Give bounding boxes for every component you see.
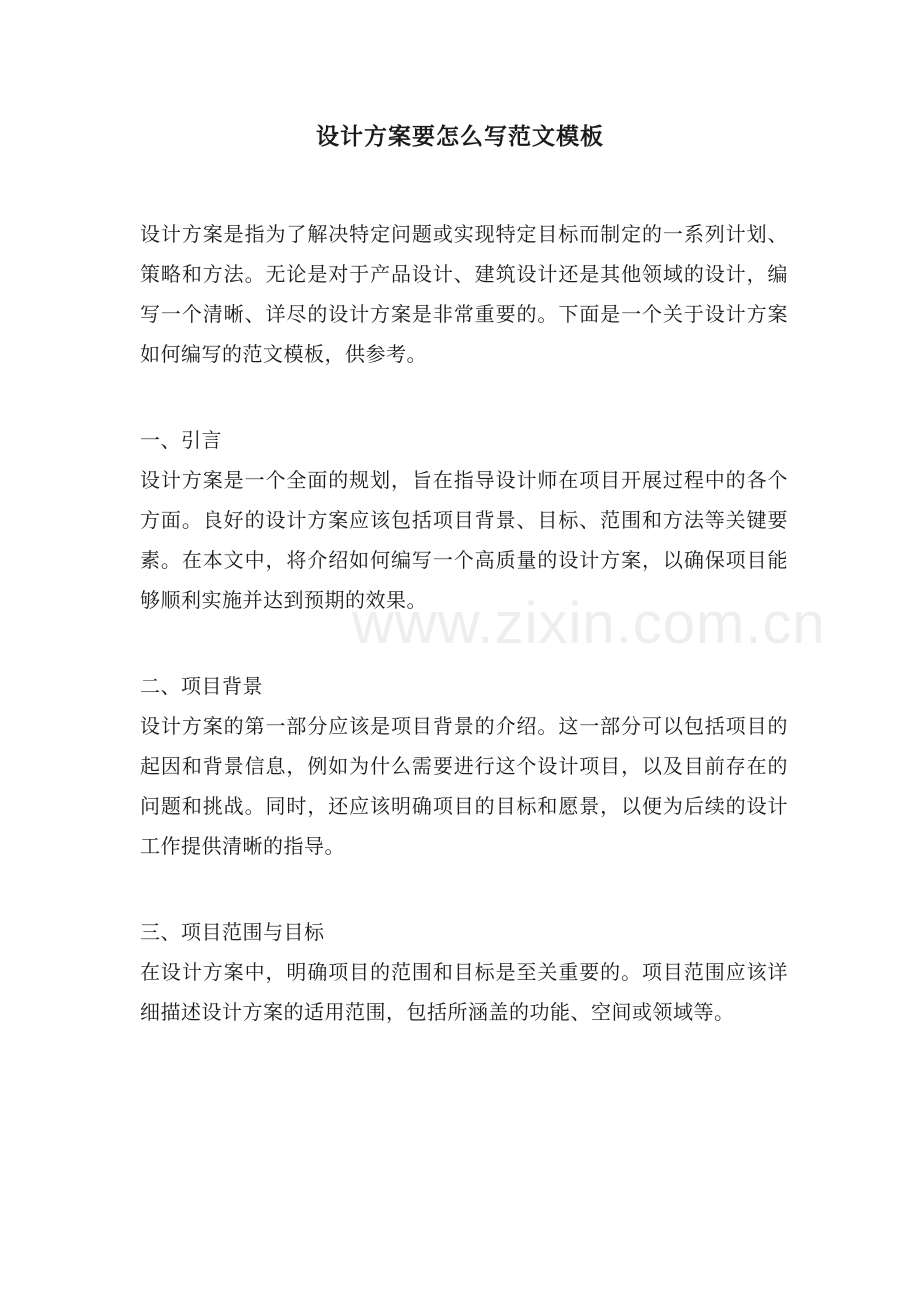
document-title: 设计方案要怎么写范文模板 — [316, 123, 604, 150]
section-paragraph: 在设计方案中，明确项目的范围和目标是至关重要的。项目范围应该详细描述设计方案的适用范围，包括所涵盖的功能、空间或领域等。 — [140, 960, 788, 1024]
section-heading: 二、项目背景 — [140, 674, 263, 698]
section-heading: 一、引言 — [140, 428, 222, 452]
section-scope-goals — [140, 912, 788, 1032]
section-paragraph: 设计方案的第一部分应该是项目背景的介绍。这一部分可以包括项目的起因和背景信息，例如为什么需要进行这个设计项目，以及目前存在的问题和挑战。同时，还应该明确项目的目标和愿景，以便为后续的设计工作提供清晰的指导。 — [140, 714, 788, 858]
section-introduction — [140, 420, 788, 620]
section-heading: 三、项目范围与目标 — [140, 920, 325, 944]
section-background — [140, 666, 788, 866]
section-paragraph: 设计方案是一个全面的规划，旨在指导设计师在项目开展过程中的各个方面。良好的设计方案应该包括项目背景、目标、范围和方法等关键要素。在本文中，将介绍如何编写一个高质量的设计方案，以确保项目能够顺利实施并达到预期的效果。 — [140, 468, 788, 612]
intro-paragraph: 设计方案是指为了解决特定问题或实现特定目标而制定的一系列计划、策略和方法。无论是对于产品设计、建筑设计还是其他领域的设计，编写一个清晰、详尽的设计方案是非常重要的。下面是一个关于设计方案如何编写的范文模板，供参考。 — [140, 222, 788, 366]
watermark: www.zixin.com.cn — [352, 591, 826, 656]
document-body — [140, 214, 788, 1032]
